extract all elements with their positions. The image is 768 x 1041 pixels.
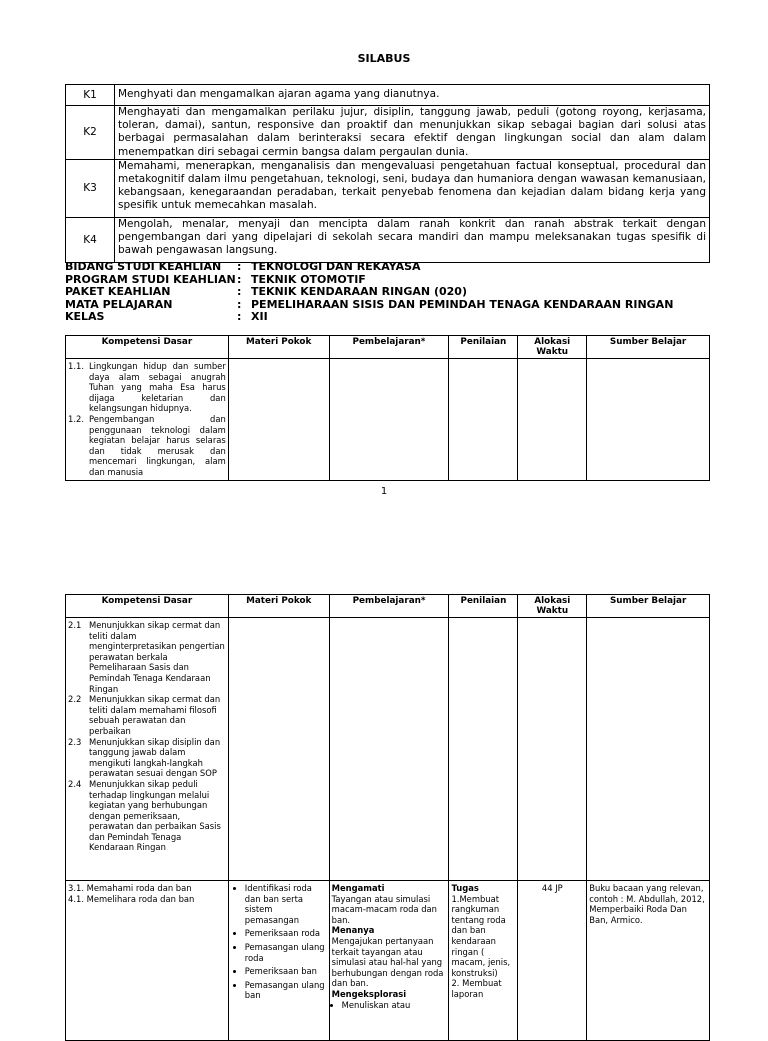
k-text: Menghyati dan mengamalkan ajaran agama yang dianutnya. <box>115 85 710 106</box>
alokasi-cell: 44 JP <box>518 881 587 1041</box>
course-info <box>65 261 673 324</box>
table-row <box>66 881 710 1041</box>
k-code: K1 <box>66 85 115 106</box>
table-row <box>66 106 710 160</box>
info-label: MATA PELAJARAN <box>65 297 173 311</box>
header-sumber: Sumber Belajar <box>587 336 710 359</box>
sumber-cell: Buku bacaan yang relevan, contoh : M. Abdullah, 2012, Memperbaiki Roda Dan Ban, Armico. <box>587 881 710 1041</box>
header-pembelajaran: Pembelajaran* <box>329 336 449 359</box>
document-title: SILABUS <box>357 52 411 65</box>
kd-text: Lingkungan hidup dan sumber daya alam sebagai anugrah Tuhan yang maha Esa harus dijaga keletarian dan kelangsungan hidupnya. <box>89 361 226 414</box>
kd-text: Menunjukkan sikap cermat dan teliti dalam memahami filosofi sebuah perawatan dan perbaikan <box>89 694 221 736</box>
list-item <box>68 620 226 694</box>
info-row <box>65 299 673 312</box>
activity-text: Mengajukan pertanyaan terkait tayangan atau simulasi atau hal-hal yang berhubungan dengan roda dan ban. <box>331 935 444 989</box>
materi-cell <box>228 618 329 881</box>
k-text: Memahami, menerapkan, menganalisis dan mengevaluasi pengetahuan factual konseptual, procedural dan metakognitif dalam ilmu pengetahuan, teknologi, seni, budaya dan humaniora dengan wawasan kemanusiaan, kebangsaan, kenegaraandan peradaban, terkait penyebab fenomena dan kejadian dalam bidang kerja yang spesifik untuk memecahkan masalah. <box>115 159 710 217</box>
k-code: K3 <box>66 159 115 217</box>
info-separator: : <box>237 297 242 311</box>
activity-heading: Mengeksplorasi <box>331 988 407 999</box>
table-row <box>66 85 710 106</box>
pembelajaran-cell <box>329 881 449 1041</box>
materi-cell <box>228 881 329 1041</box>
info-value: XII <box>251 310 268 324</box>
info-separator: : <box>237 310 242 324</box>
info-value: TEKNOLOGI DAN REKAYASA <box>251 260 421 273</box>
penilaian-cell <box>449 881 518 1041</box>
kd-number: 2.4 <box>68 778 82 789</box>
header-penilaian: Penilaian <box>449 595 518 618</box>
sumber-cell <box>587 618 710 881</box>
syllabus-table-page2 <box>65 594 710 1041</box>
assessment-heading: Tugas <box>451 883 479 893</box>
info-value: TEKNIK OTOMOTIF <box>251 272 366 286</box>
header-penilaian: Penilaian <box>449 336 518 359</box>
list-item: • Menuliskan atau <box>342 1000 447 1011</box>
table-row <box>66 217 710 262</box>
kd-cell <box>66 618 229 881</box>
header-materi: Materi Pokok <box>228 595 329 618</box>
kd-number: 2.1 <box>68 620 82 630</box>
kd-cell <box>66 881 229 1041</box>
assessment-text: 1.Membuat rangkuman tentang roda dan ban kendaraan ringan ( macam, jenis, konstruksi) <box>451 893 511 978</box>
list-item <box>68 361 226 414</box>
info-row <box>65 311 673 324</box>
penilaian-cell <box>449 359 518 481</box>
list-item: • Pemasangan ulang roda <box>245 942 327 963</box>
activity-text: Tayangan atau simulasi macam-macam roda dan ban. <box>331 893 437 925</box>
header-row <box>66 595 710 618</box>
kd-text: Menunjukkan sikap cermat dan teliti dalam menginterpretasikan pengertian perawatan berkala Pemeliharaan Sasis dan Pemindah Tenaga Kendaraan Ringan <box>89 620 225 694</box>
info-label: PROGRAM STUDI KEAHLIAN <box>65 272 236 286</box>
k-code: K4 <box>66 217 115 262</box>
list-item <box>68 694 226 736</box>
header-kompetensi: Kompetensi Dasar <box>66 336 229 359</box>
kd-number: 2.3 <box>68 736 82 747</box>
kd-number: 2.2 <box>68 694 82 705</box>
info-label: KELAS <box>65 310 105 324</box>
page-number: 1 <box>380 486 388 497</box>
info-value: PEMELIHARAAN SISIS DAN PEMINDAH TENAGA KENDARAAN RINGAN <box>251 297 674 311</box>
list-item <box>68 737 226 779</box>
materi-cell <box>228 359 329 481</box>
alokasi-cell <box>518 359 587 481</box>
kd-text: 4.1. Memelihara roda dan ban <box>68 893 195 904</box>
activity-heading: Mengamati <box>331 883 385 893</box>
info-separator: : <box>237 260 242 273</box>
info-row <box>65 286 673 299</box>
table-row <box>66 618 710 881</box>
core-competency-table <box>65 84 710 263</box>
header-sumber: Sumber Belajar <box>587 595 710 618</box>
penilaian-cell <box>449 618 518 881</box>
list-item: • Identifikasi roda dan ban serta sistem pemasangan <box>245 883 327 925</box>
list-item <box>68 414 226 478</box>
pembelajaran-cell <box>329 618 449 881</box>
kd-text: 3.1. Memahami roda dan ban <box>68 883 192 893</box>
alokasi-cell <box>518 618 587 881</box>
list-item <box>68 779 226 853</box>
kd-text: Pengembangan dan penggunaan teknologi dalam kegiatan belajar harus selaras dan tidak merusak dan mencemari lingkungan, alam dan manusia <box>89 413 226 477</box>
k-text: Menghayati dan mengamalkan perilaku jujur, disiplin, tanggung jawab, peduli (gotong royong, kerjasama, toleran, damai), santun, responsive dan proaktif dan menunjukkan sikap sebagai bagian dari solusi atas berbagai permasalahan dalam berinteraksi secara efektif dengan lingkungan social dan alam dalam menempatkan diri sebagai cermin bangsa dalam pergaulan dunia. <box>115 106 710 160</box>
table-row <box>66 159 710 217</box>
info-separator: : <box>237 272 242 286</box>
header-alokasi: Alokasi Waktu <box>518 336 587 359</box>
info-label: BIDANG STUDI KEAHLIAN <box>65 260 222 273</box>
header-row <box>66 336 710 359</box>
info-value: TEKNIK KENDARAAN RINGAN (020) <box>251 285 467 299</box>
info-row <box>65 261 673 274</box>
syllabus-table-page1 <box>65 335 710 481</box>
kd-number: 1.2. <box>68 413 84 424</box>
kd-text: Menunjukkan sikap disiplin dan tanggung jawab dalam mengikuti langkah-langkah perawatan sesuai dengan SOP <box>89 736 221 779</box>
sumber-cell <box>587 359 710 481</box>
list-item: • Pemeriksaan roda <box>245 928 327 939</box>
kd-number: 1.1. <box>68 361 84 371</box>
list-item: • Pemasangan ulang ban <box>245 980 327 1001</box>
kd-text: Menunjukkan sikap peduli terhadap lingkungan melalui kegiatan yang berhubungan dengan pemeriksaan, perawatan dan perbaikan Sasis dan Pemindah Tenaga Kendaraan Ringan <box>89 778 221 853</box>
info-separator: : <box>237 285 242 299</box>
table-row <box>66 359 710 481</box>
assessment-text: 2. Membuat laporan <box>451 978 502 999</box>
info-label: PAKET KEAHLIAN <box>65 285 171 299</box>
activity-heading: Menanya <box>331 925 375 936</box>
kd-cell <box>66 359 229 481</box>
list-item: • Pemeriksaan ban <box>245 966 327 977</box>
header-kompetensi: Kompetensi Dasar <box>66 595 229 618</box>
k-text: Mengolah, menalar, menyaji dan mencipta dalam ranah konkrit dan ranah abstrak terkait dengan pengembangan dari yang dipelajari di sekolah secara mandiri dan mampu meleksanakan tugas spesifik di bawah pengawasan langsung. <box>115 217 710 262</box>
header-pembelajaran: Pembelajaran* <box>329 595 449 618</box>
header-alokasi: Alokasi Waktu <box>518 595 587 618</box>
pembelajaran-cell <box>329 359 449 481</box>
k-code: K2 <box>66 106 115 160</box>
header-materi: Materi Pokok <box>228 336 329 359</box>
